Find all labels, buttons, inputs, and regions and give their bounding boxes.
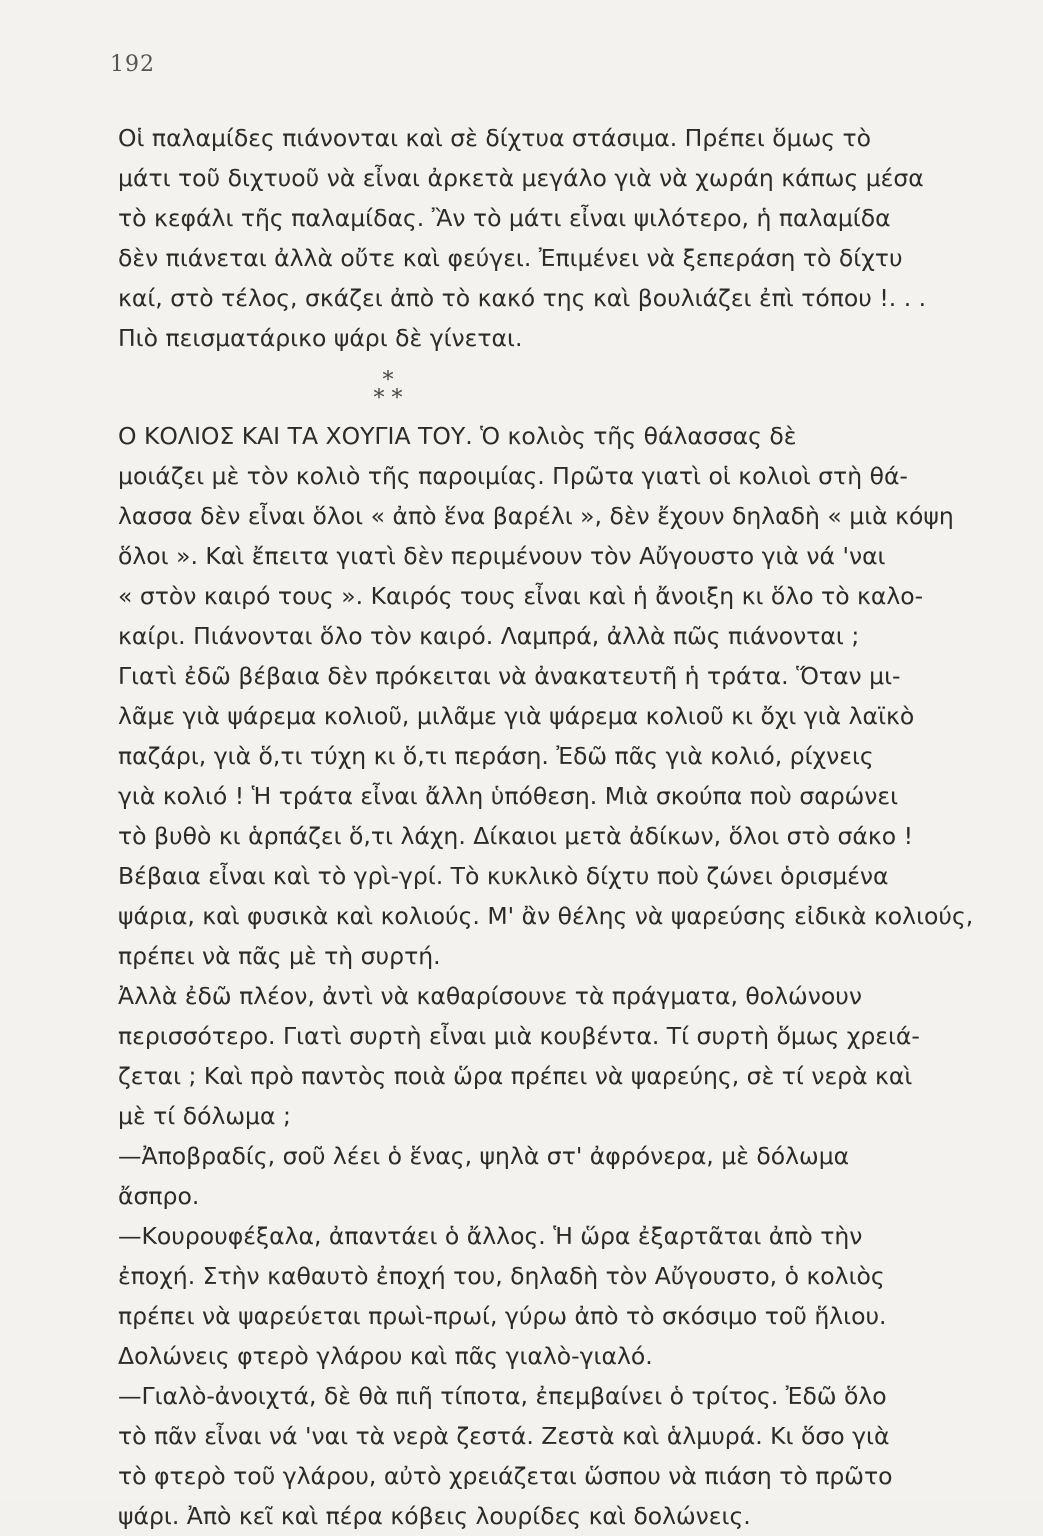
dialogue-line: Δολώνεις φτερὸ γλάρου καὶ πᾶς γιαλὸ-γιαλό. — [118, 1342, 653, 1370]
text-line: περισσότερο. Γιατὶ συρτὴ εἶναι μιὰ κουβέντα. Τί συρτὴ ὅμως χρειά- — [118, 1022, 920, 1050]
text-line: μοιάζει μὲ τὸν κολιὸ τῆς παροιμίας. Πρῶτα γιατὶ οἱ κολιοὶ στὴ θά- — [118, 462, 908, 490]
paragraph-1 — [118, 118, 978, 358]
page-number: 192 — [110, 52, 155, 77]
text-line: τὸ βυθὸ κι ἁρπάζει ὅ,τι λάχη. Δίκαιοι μετὰ ἀδίκων, ὅλοι στὸ σάκο ! — [118, 822, 914, 850]
dialogue-line: ἐποχή. Στὴν καθαυτὸ ἐποχή του, δηλαδὴ τὸν Αὔγουστο, ὁ κολιὸς — [118, 1262, 885, 1290]
text-line: καί, στὸ τέλος, σκάζει ἀπὸ τὸ κακό της καὶ βουλιάζει ἐπὶ τόπου !. . . — [118, 284, 927, 312]
text-line: γιὰ κολιό ! Ἡ τράτα εἶναι ἄλλη ὑπόθεση. Μιὰ σκούπα ποὺ σαρώνει — [118, 782, 899, 810]
section-heading-line: Ο ΚΟΛΙΟΣ ΚΑΙ ΤΑ ΧΟΥΓΙΑ ΤΟΥ. Ὁ κολιὸς τῆς θάλασσας δὲ — [118, 422, 797, 450]
separator-top-star: * — [382, 368, 394, 393]
text-line: τὸ κεφάλι τῆς παλαμίδας. Ἂν τὸ μάτι εἶναι ψιλότερο, ἡ παλαμίδα — [118, 204, 891, 232]
dialogue-line: ἄσπρο. — [118, 1182, 200, 1210]
separator-bottom-stars: * * — [373, 386, 403, 411]
dialogue-line: —Ἀποβραδίς, σοῦ λέει ὁ ἕνας, ψηλὰ στ' ἀφρόνερα, μὲ δόλωμα — [118, 1142, 850, 1170]
text-line: Βέβαια εἶναι καὶ τὸ γρὶ-γρί. Τὸ κυκλικὸ δίχτυ ποὺ ζώνει ὁρισμένα — [118, 862, 889, 890]
text-line: λασσα δὲν εἶναι ὅλοι « ἀπὸ ἕνα βαρέλι », δὲν ἔχουν δηλαδὴ « μιὰ κόψη — [118, 502, 954, 530]
text-line: μάτι τοῦ διχτυοῦ νὰ εἶναι ἀρκετὰ μεγάλο γιὰ νὰ χωράη κάπως μέσα — [118, 164, 924, 192]
paragraph-6 — [118, 1376, 978, 1536]
page-text — [118, 118, 978, 1536]
paragraph-5 — [118, 1216, 978, 1376]
text-line: ψάρια, καὶ φυσικὰ καὶ κολιούς. Μ' ἂν θέλης νὰ ψαρεύσης εἰδικὰ κολιούς, — [118, 902, 974, 930]
text-line: καίρι. Πιάνονται ὅλο τὸν καιρό. Λαμπρά, ἀλλὰ πῶς πιάνονται ; — [118, 622, 860, 650]
dialogue-line: τὸ πᾶν εἶναι νά 'ναι τὰ νερὰ ζεστά. Ζεστὰ καὶ ἁλμυρά. Κι ὅσο γιὰ — [118, 1422, 890, 1450]
dialogue-line: —Κουρουφέξαλα, ἀπαντάει ὁ ἄλλος. Ἡ ὥρα ἐξαρτᾶται ἀπὸ τὴν — [118, 1222, 863, 1250]
text-line: « στὸν καιρό τους ». Καιρός τους εἶναι καὶ ἡ ἄνοιξη κι ὅλο τὸ καλο- — [118, 582, 924, 610]
text-line: δὲν πιάνεται ἀλλὰ οὔτε καὶ φεύγει. Ἐπιμένει νὰ ξεπεράση τὸ δίχτυ — [118, 244, 903, 272]
text-line: λᾶμε γιὰ ψάρεμα κολιοῦ, μιλᾶμε γιὰ ψάρεμα κολιοῦ κι ὄχι γιὰ λαϊκὸ — [118, 702, 915, 730]
text-line: Πιὸ πεισματάρικο ψάρι δὲ γίνεται. — [118, 324, 523, 352]
dialogue-line: ψάρι. Ἀπὸ κεῖ καὶ πέρα κόβεις λουρίδες καὶ δολώνεις. — [118, 1502, 751, 1530]
dialogue-line: τὸ φτερὸ τοῦ γλάρου, αὐτὸ χρειάζεται ὥσπου νὰ πιάση τὸ πρῶτο — [118, 1462, 893, 1490]
text-line: πρέπει νὰ πᾶς μὲ τὴ συρτή. — [118, 942, 441, 970]
dialogue-line: —Γιαλὸ-ἀνοιχτά, δὲ θὰ πιῆ τίποτα, ἐπεμβαίνει ὁ τρίτος. Ἐδῶ ὅλο — [118, 1382, 887, 1410]
text-line: ζεται ; Καὶ πρὸ παντὸς ποιὰ ὥρα πρέπει νὰ ψαρεύης, σὲ τί νερὰ καὶ — [118, 1062, 913, 1090]
text-line: παζάρι, γιὰ ὅ,τι τύχη κι ὅ,τι περάση. Ἐδῶ πᾶς γιὰ κολιό, ρίχνεις — [118, 742, 874, 770]
paragraph-2 — [118, 416, 978, 976]
paragraph-4 — [118, 1136, 978, 1216]
dialogue-line: πρέπει νὰ ψαρεύεται πρωὶ-πρωί, γύρω ἀπὸ τὸ σκόσιμο τοῦ ἥλιου. — [118, 1302, 887, 1330]
text-line: Γιατὶ ἐδῶ βέβαια δὲν πρόκειται νὰ ἀνακατευτῆ ἡ τράτα. Ὅταν μι- — [118, 662, 901, 690]
paragraph-3 — [118, 976, 978, 1136]
text-line: ὅλοι ». Καὶ ἔπειτα γιατὶ δὲν περιμένουν τὸν Αὔγουστο γιὰ νά 'ναι — [118, 542, 886, 570]
text-line: Οἱ παλαμίδες πιάνονται καὶ σὲ δίχτυα στάσιμα. Πρέπει ὅμως τὸ — [118, 124, 872, 152]
text-line: Ἀλλὰ ἐδῶ πλέον, ἀντὶ νὰ καθαρίσουνε τὰ πράγματα, θολώνουν — [118, 982, 862, 1010]
section-separator — [118, 368, 658, 411]
text-line: μὲ τί δόλωμα ; — [118, 1102, 291, 1130]
